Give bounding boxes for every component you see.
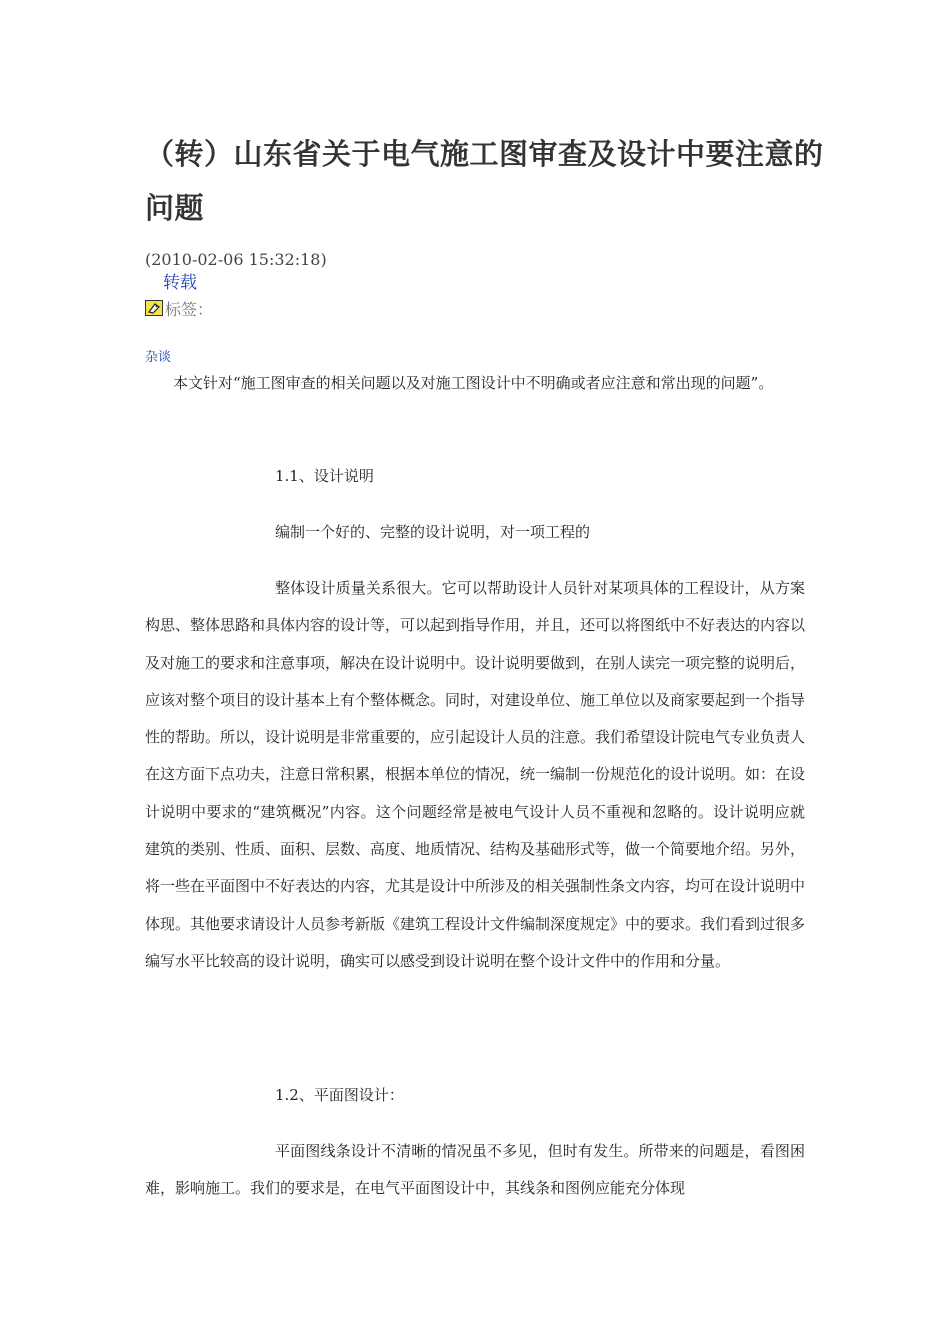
section-heading-1-1: 1.1、设计说明 [275, 467, 374, 485]
section-1-1-body: 整体设计质量关系很大。它可以帮助设计人员针对某项具体的工程设计，从方案构思、整体思路和具体内容的设计等，可以起到指导作用，并且，还可以将图纸中不好表达的内容以及对施工的要求和注意事项，解决在设计说明中。设计说明要做到，在别人读完一项完整的说明后，应该对整个项目的设计基本上有个整体概念。同时，对建设单位、施工单位以及商家要起到一个指导性的帮助。所以，设计说明是非常重要的，应引起设计人员的注意。我们希望设计院电气专业负责人在这方面下点功夫，注意日常积累，根据本单位的情况，统一编制一份规范化的设计说明。如：在设计说明中要求的“建筑概况”内容。这个问题经常是被电气设计人员不重视和忽略的。设计说明应就建筑的类别、性质、面积、层数、高度、地质情况、结构及基础形式等，做一个简要地介绍。另外，将一些在平面图中不好表达的内容，尤其是设计中所涉及的相关强制性条文内容，均可在设计说明中体现。其他要求请设计人员参考新版《建筑工程设计文件编制深度规定》中的要求。我们看到过很多编写水平比较高的设计说明，确实可以感受到设计说明在整个设计文件中的作用和分量。 [145, 579, 806, 970]
tag-row [145, 297, 213, 319]
section-1-1-first-line: 编制一个好的、完整的设计说明，对一项工程的 [275, 523, 591, 541]
intro-paragraph: 本文针对“施工图审查的相关问题以及对施工图设计中不明确或者应注意和常出现的问题”。 [173, 374, 774, 392]
tag-label: 标签： [165, 299, 214, 319]
post-date: (2010-02-06 15:32:18) [145, 250, 327, 269]
repost-link[interactable]: 转载 [163, 273, 197, 293]
tag-link-zatan[interactable]: 杂谈 [145, 350, 172, 365]
document-title: （转）山东省关于电气施工图审查及设计中要注意的问题 [145, 137, 824, 225]
tag-icon [145, 300, 163, 316]
section-heading-1-2: 1.2、平面图设计： [275, 1086, 404, 1104]
section-1-2-body: 平面图线条设计不清晰的情况虽不多见，但时有发生。所带来的问题是，看图困难，影响施工。我们的要求是，在电气平面图设计中，其线条和图例应能充分体现 [145, 1142, 805, 1198]
